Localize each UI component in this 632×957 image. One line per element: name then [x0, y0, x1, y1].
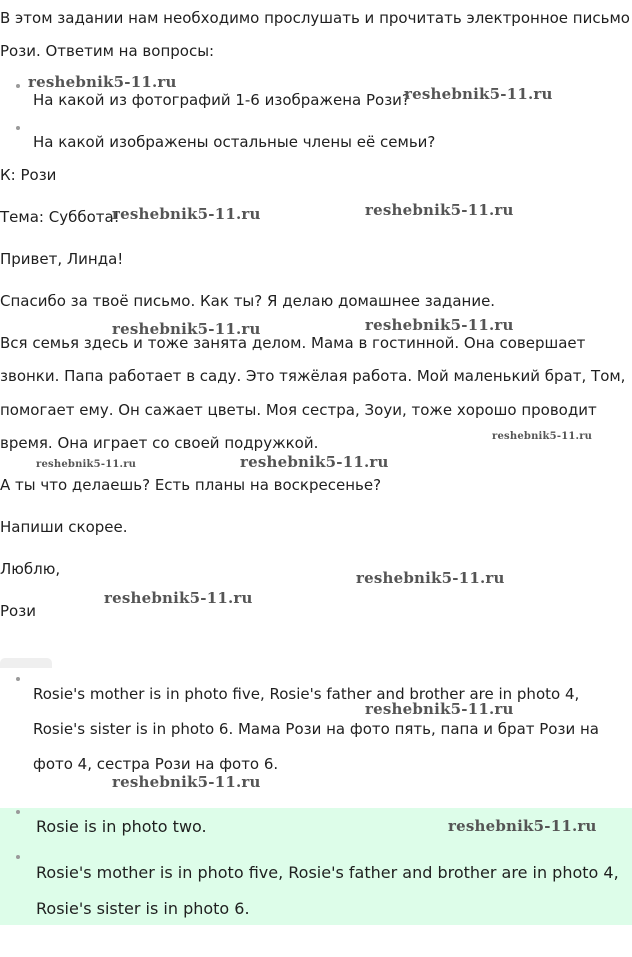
- watermark: reshebnik5-11.ru: [112, 320, 261, 338]
- answers-list-2: [0, 855, 632, 927]
- questions-list-2: [0, 126, 435, 159]
- translation-list: [0, 677, 632, 782]
- watermark: reshebnik5-11.ru: [240, 453, 389, 471]
- section-chip: [0, 658, 52, 668]
- email-paragraph-4: Напиши скорее.: [0, 518, 128, 536]
- email-to: К: Рози: [0, 166, 57, 184]
- email-signature: Рози: [0, 602, 36, 620]
- watermark: reshebnik5-11.ru: [448, 817, 597, 835]
- intro-text: В этом задании нам необходимо прослушать и прочитать электронное письмо Рози. Ответим на вопросы:: [0, 9, 630, 60]
- watermark: reshebnik5-11.ru: [104, 589, 253, 607]
- email-paragraph-1: Спасибо за твоё письмо. Как ты? Я делаю домашнее задание.: [0, 292, 496, 310]
- email-paragraph-2: Вся семья здесь и тоже занята делом. Мама в гостинной. Она совершает звонки. Папа работает в саду. Это тяжёлая работа. Мой маленький брат, Том, помогает ему. Он сажает цветы. Моя сестра, Зоуи, тоже хорошо проводит время. Она играет со своей подружкой.: [0, 334, 626, 453]
- watermark: reshebnik5-11.ru: [365, 201, 514, 219]
- watermark: reshebnik5-11.ru: [112, 773, 261, 791]
- answer-item: Rosie is in photo two.: [0, 810, 632, 843]
- watermark: reshebnik5-11.ru: [112, 205, 261, 223]
- email-subject: Тема: Суббота!: [0, 208, 120, 226]
- watermark: reshebnik5-11.ru: [365, 316, 514, 334]
- question-item: На какой изображены остальные члены её семьи?: [0, 126, 435, 159]
- watermark: reshebnik5-11.ru: [404, 85, 553, 103]
- email-paragraph-3: А ты что делаешь? Есть планы на воскресенье?: [0, 476, 382, 494]
- watermark: reshebnik5-11.ru: [36, 459, 137, 470]
- watermark: reshebnik5-11.ru: [365, 700, 514, 718]
- translation-item: Rosie's mother is in photo five, Rosie's father and brother are in photo 4, Rosie's sister is in photo 6. Мама Рози на фото пять, папа и брат Рози на фото 4, сестра Рози на фото 6.: [0, 677, 632, 782]
- answer-item: Rosie's mother is in photo five, Rosie's father and brother are in photo 4, Rosie's sister is in photo 6.: [0, 855, 632, 927]
- watermark: reshebnik5-11.ru: [28, 73, 177, 91]
- email-closing: Люблю,: [0, 560, 61, 578]
- question-item: На какой из фотографий 1-6 изображена Рози?: [0, 84, 410, 117]
- watermark: reshebnik5-11.ru: [492, 431, 593, 442]
- email-greeting: Привет, Линда!: [0, 250, 124, 268]
- watermark: reshebnik5-11.ru: [356, 569, 505, 587]
